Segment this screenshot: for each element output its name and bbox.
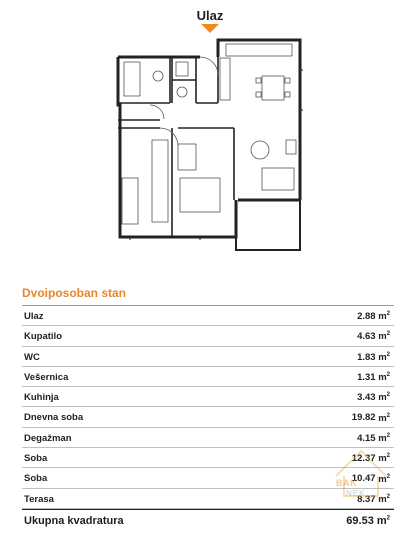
room-name: Kupatilo bbox=[24, 331, 62, 343]
watermark-tagline: NEK bbox=[346, 489, 366, 498]
room-area: 4.15 $m^2$ bbox=[357, 432, 390, 444]
terrace-outline bbox=[236, 200, 300, 250]
total-area: 69.53 $m^2$ bbox=[346, 514, 390, 527]
room-name: Vešernica bbox=[24, 371, 69, 383]
spec-row bbox=[22, 367, 394, 387]
room-area: 19.82 $m^2$ bbox=[351, 412, 390, 424]
room-area: 1.83 $m^2$ bbox=[357, 351, 390, 363]
total-name: Ukupna kvadratura bbox=[24, 514, 124, 527]
room-area: 2.88 $m^2$ bbox=[357, 311, 390, 323]
total-row bbox=[22, 509, 394, 532]
spec-row bbox=[22, 387, 394, 407]
room-area: 4.63 $m^2$ bbox=[357, 331, 390, 343]
bathtub bbox=[124, 62, 140, 96]
toilet bbox=[176, 62, 188, 76]
bed-2 bbox=[180, 178, 220, 212]
room-area: 1.31 $m^2$ bbox=[357, 371, 390, 384]
outer-wall bbox=[118, 40, 300, 237]
room-area: 10.47 $m^2$ bbox=[351, 473, 390, 485]
spec-title: Dvoiposoban stan bbox=[22, 286, 127, 300]
sofa bbox=[262, 168, 294, 190]
spec-row bbox=[22, 306, 394, 326]
kitchen-counter bbox=[226, 44, 292, 56]
room-name: Degažman bbox=[24, 432, 72, 444]
watermark-brand: BAK bbox=[336, 478, 357, 488]
room-area: 3.43 $m^2$ bbox=[357, 392, 390, 404]
bedroom-wall bbox=[118, 128, 234, 237]
kitchen-counter-side bbox=[220, 58, 230, 100]
spec-row bbox=[22, 326, 394, 346]
coffee-table bbox=[251, 141, 269, 159]
armchair bbox=[286, 140, 296, 154]
room-name: Soba bbox=[24, 473, 48, 485]
entrance-label: Ulaz bbox=[196, 8, 224, 23]
room-name: Soba bbox=[24, 453, 48, 465]
wardrobe-2 bbox=[178, 144, 196, 170]
spec-row bbox=[22, 347, 394, 367]
room-name: WC bbox=[24, 351, 40, 363]
kitchen-wall bbox=[196, 57, 218, 103]
dining-table bbox=[262, 76, 284, 100]
wardrobe-1 bbox=[152, 140, 168, 222]
room-area: 12.37 $m^2$ bbox=[351, 453, 390, 465]
room-name: Terasa bbox=[24, 493, 54, 505]
bed-1 bbox=[122, 178, 138, 224]
room-name: Ulaz bbox=[24, 311, 44, 322]
sink bbox=[153, 71, 163, 81]
room-name: Dnevna soba bbox=[24, 412, 84, 424]
spec-row bbox=[22, 407, 394, 427]
room-name: Kuhinja bbox=[24, 392, 59, 404]
room-area: 8.37 $m^2$ bbox=[357, 493, 390, 505]
